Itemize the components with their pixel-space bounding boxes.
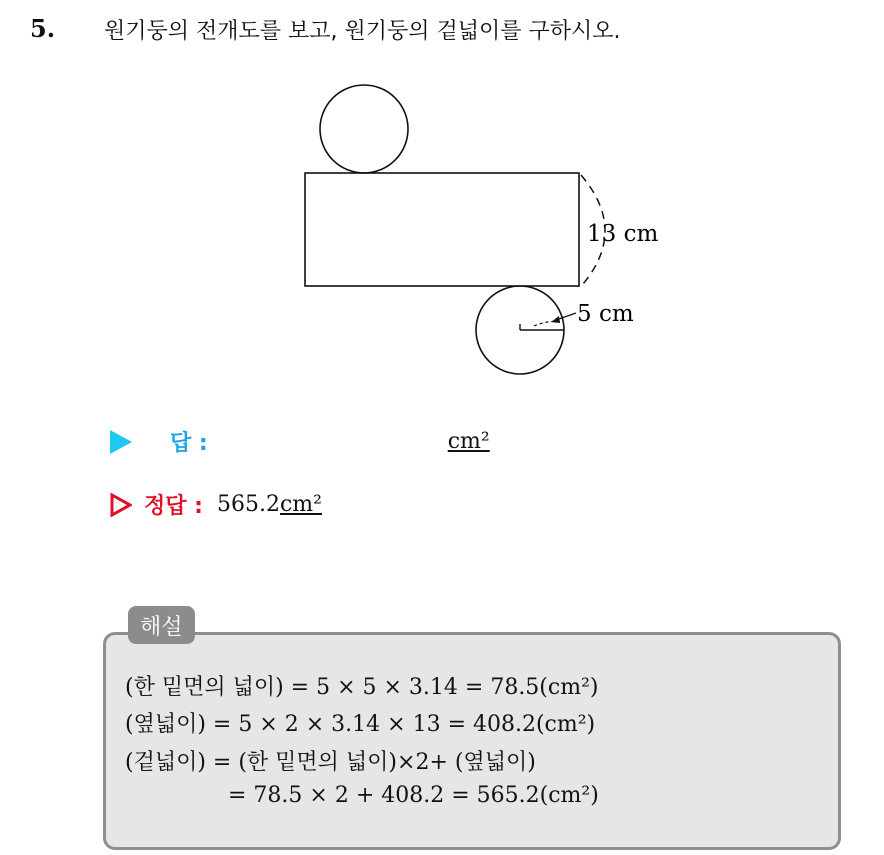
correct-unit: cm² <box>279 492 322 517</box>
answer-label: 답 : <box>170 431 208 456</box>
correct-answer-row <box>110 489 322 520</box>
explanation-line: (한 밑면의 넓이) = 5 × 5 × 3.14 = 78.5(cm²) <box>125 675 599 700</box>
radius-pointer-arrowhead <box>551 316 560 323</box>
answer-row <box>110 426 490 457</box>
answer-unit: cm² <box>447 429 490 454</box>
explanation-line: = 78.5 × 2 + 408.2 = 565.2(cm²) <box>228 783 599 808</box>
explanation-line: (겉넓이) = (한 밑면의 넓이)×2+ (옆넓이) <box>125 750 536 775</box>
top-base-circle <box>320 85 408 173</box>
explanation-line: (옆넓이) = 5 × 2 × 3.14 × 13 = 408.2(cm²) <box>125 712 596 737</box>
question-text: 원기둥의 전개도를 보고, 원기둥의 겉넓이를 구하시오. <box>104 19 621 44</box>
answer-arrow-icon <box>110 430 132 454</box>
cylinder-net-figure <box>0 0 884 420</box>
correct-value: 565.2 <box>216 492 280 517</box>
question-number: 5. <box>30 14 56 43</box>
explanation-badge: 해설 <box>128 606 195 644</box>
explanation-box <box>103 632 841 850</box>
correct-label: 정답 : <box>144 494 203 519</box>
height-label: 13 cm <box>587 221 659 247</box>
lateral-rectangle <box>305 173 579 286</box>
radius-label: 5 cm <box>577 301 634 327</box>
correct-arrow-icon <box>110 493 132 517</box>
